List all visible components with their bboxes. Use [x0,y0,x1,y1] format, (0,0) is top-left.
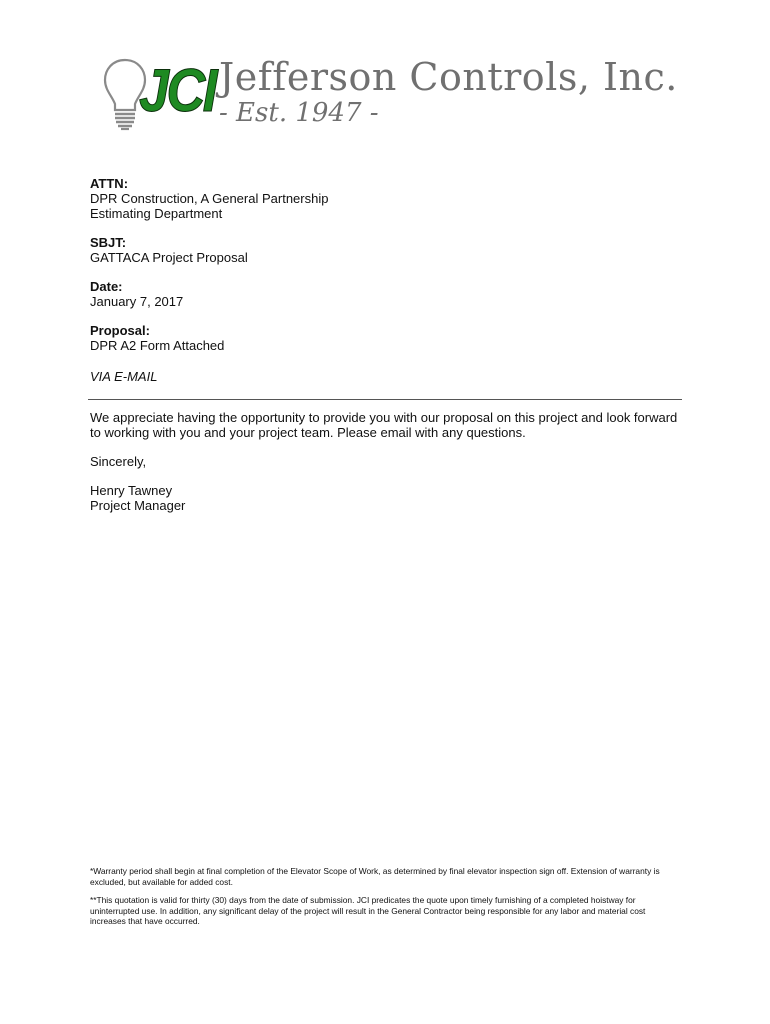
company-logo [103,54,678,134]
signature-name: Henry Tawney [90,483,173,498]
subject-label: SBJT: [90,235,127,250]
body-paragraph: We appreciate having the opportunity to provide you with our proposal on this project and look forward to working with you and your project team. Please email with any questions. [90,410,678,440]
company-name: Jefferson Controls, Inc. [219,55,678,99]
signature-title: Project Manager [90,498,186,513]
validity-footnote: **This quotation is valid for thirty (30) days from the date of submission. JCI predicates the quote upon timely furnishing of a completed hoistway for uninterrupted use. In addition, any significant delay of the project will result in the General Contractor being responsible for any labor and material cost increases that have occurred. [90,895,646,926]
established-year: - Est. 1947 - [219,98,379,128]
proposal-block [90,323,682,353]
divider [88,399,682,400]
attn-recipient: DPR Construction, A General Partnership [90,191,329,206]
subject-block [90,235,682,265]
warranty-footnote: *Warranty period shall begin at final completion of the Elevator Scope of Work, as determined by final elevator inspection sign off. Extension of warranty is excluded, but available for added cost. [90,866,660,887]
date-value: January 7, 2017 [90,294,184,309]
attn-block [90,176,682,221]
date-block [90,279,682,309]
proposal-value: DPR A2 Form Attached [90,338,225,353]
letter-body [90,176,682,513]
proposal-label: Proposal: [90,323,150,338]
signature-block [90,483,682,513]
closing: Sincerely, [90,454,147,469]
attn-department: Estimating Department [90,206,223,221]
delivery-method: VIA E-MAIL [90,369,158,384]
attn-label: ATTN: [90,176,129,191]
subject-value: GATTACA Project Proposal [90,250,248,265]
footnotes [90,866,670,935]
date-label: Date: [90,279,123,294]
jci-mark: JCI [139,57,215,124]
